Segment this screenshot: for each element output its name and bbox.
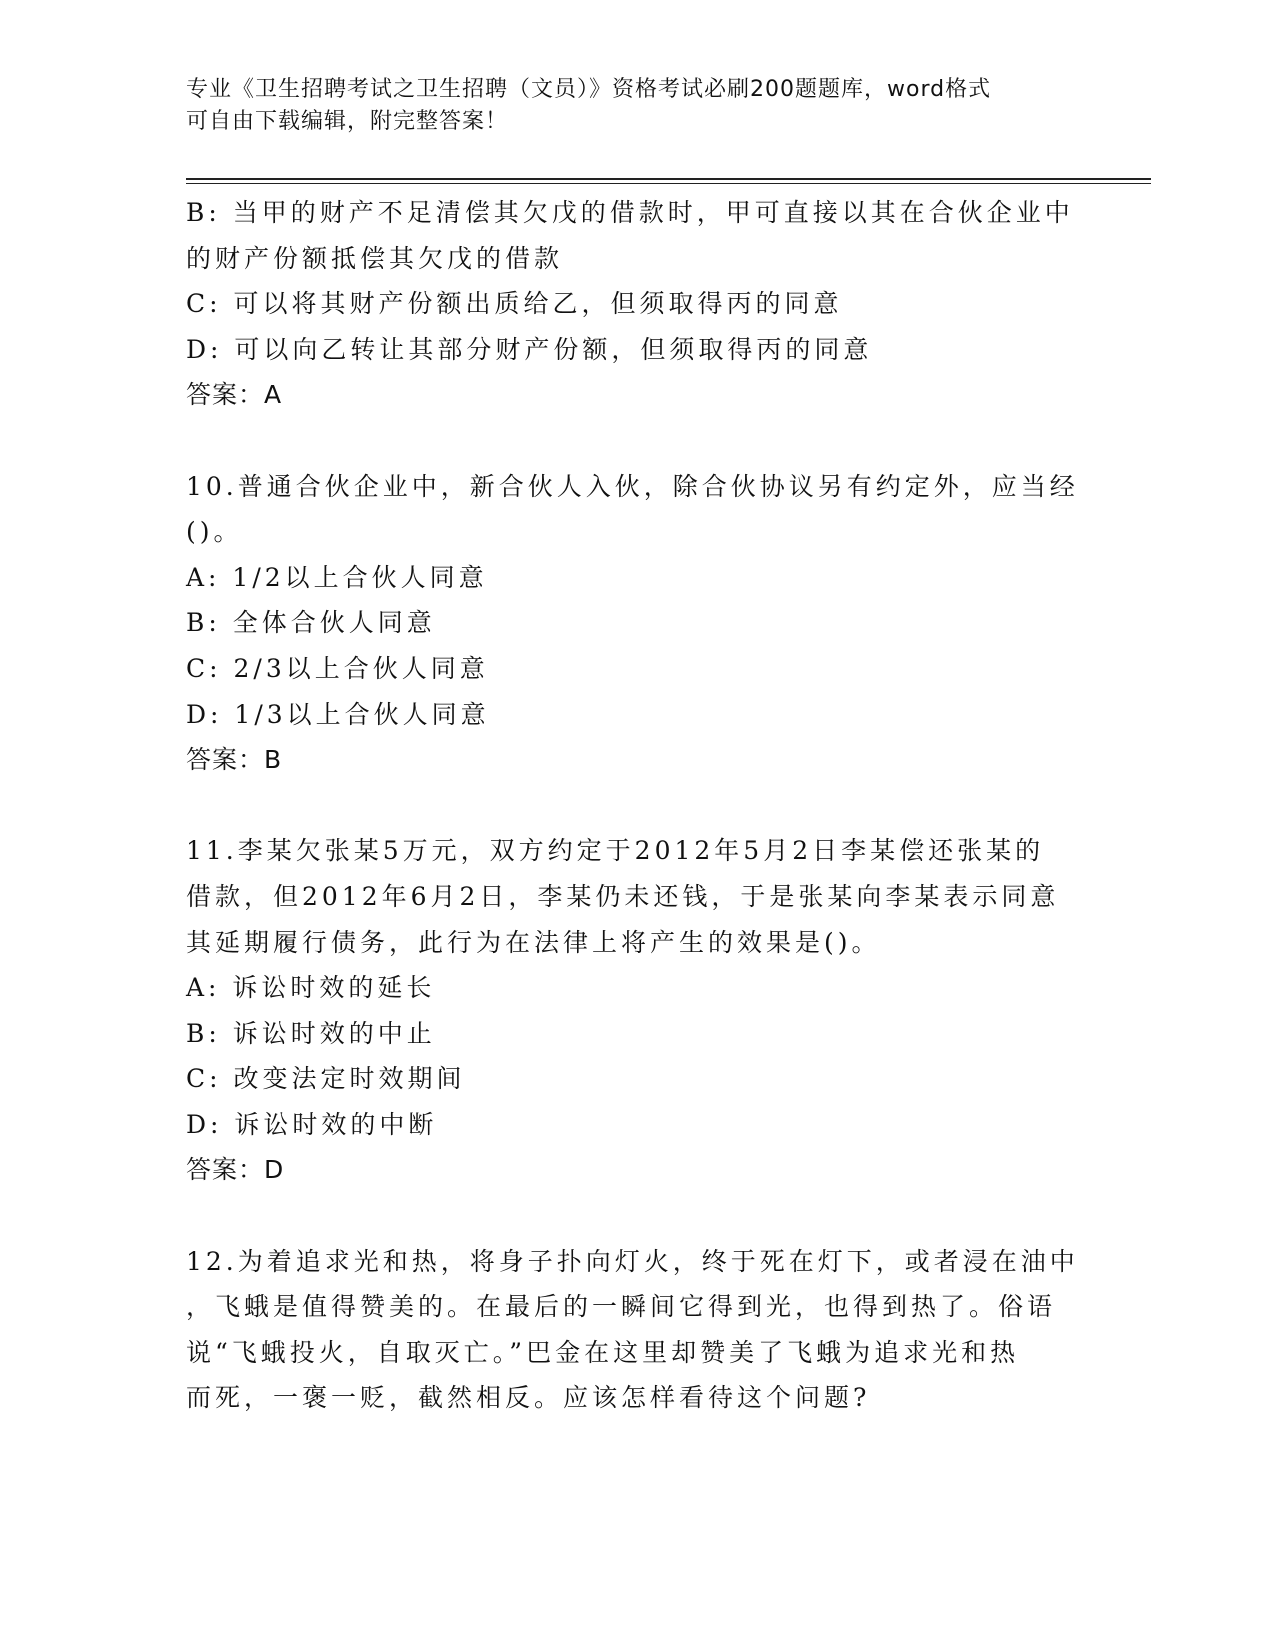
question-10 xyxy=(186,464,1086,783)
spacer xyxy=(186,783,1086,829)
option-d: D: 可以向乙转让其部分财产份额，但须取得丙的同意 xyxy=(186,334,873,364)
option-b: B: 全体合伙人同意 xyxy=(186,608,436,638)
option-a: A: 1/2以上合伙人同意 xyxy=(186,562,488,592)
header-line-2: 可自由下载编辑，附完整答案！ xyxy=(186,109,509,134)
question-12 xyxy=(186,1239,1086,1421)
document-header xyxy=(186,74,1086,138)
question-stem-continued: 说“飞蛾投火，自取灭亡。”巴金在这里却赞美了飞蛾为追求光和热 xyxy=(186,1337,1020,1367)
question-stem-continued: 其延期履行债务，此行为在法律上将产生的效果是()。 xyxy=(186,927,881,957)
answer: 答案：D xyxy=(186,1155,285,1185)
header-line-1: 专业《卫生招聘考试之卫生招聘（文员）》资格考试必刷200题题库，word格式 xyxy=(186,77,992,102)
option-b: B: 诉讼时效的中止 xyxy=(186,1018,436,1048)
spacer xyxy=(186,1193,1086,1239)
question-11 xyxy=(186,828,1086,1193)
option-c: C: 可以将其财产份额出质给乙，但须取得丙的同意 xyxy=(186,289,843,319)
spacer xyxy=(186,418,1086,464)
option-b: B: 当甲的财产不足清偿其欠戊的借款时，甲可直接以其在合伙企业中 xyxy=(186,198,1074,227)
question-stem: 12.为着追求光和热，将身子扑向灯火，终于死在灯下，或者浸在油中 xyxy=(186,1246,1079,1276)
option-c: C: 改变法定时效期间 xyxy=(186,1064,466,1094)
question-stem: 10.普通合伙企业中，新合伙人入伙，除合伙协议另有约定外，应当经 xyxy=(186,471,1079,501)
question-stem: 11.李某欠张某5万元，双方约定于2012年5月2日李某偿还张某的 xyxy=(186,836,1045,866)
question-9-continued xyxy=(186,190,1086,418)
answer: 答案：A xyxy=(186,380,283,410)
document-body xyxy=(186,190,1086,1421)
header-rule-top xyxy=(186,178,1151,180)
header-rule-bottom xyxy=(186,183,1151,184)
option-c: C: 2/3以上合伙人同意 xyxy=(186,653,489,683)
question-stem-continued: 而死，一褒一贬，截然相反。应该怎样看待这个问题? xyxy=(186,1383,871,1413)
option-d: D: 1/3以上合伙人同意 xyxy=(186,699,490,729)
option-b-continued: 的财产份额抵偿其欠戊的借款 xyxy=(186,243,564,273)
answer: 答案：B xyxy=(186,745,283,775)
option-a: A: 诉讼时效的延长 xyxy=(186,973,436,1003)
question-stem-continued: ()。 xyxy=(186,517,243,547)
option-d: D: 诉讼时效的中断 xyxy=(186,1109,438,1139)
question-stem-continued: 借款，但2012年6月2日，李某仍未还钱，于是张某向李某表示同意 xyxy=(186,881,1060,911)
question-stem-continued: ，飞蛾是值得赞美的。在最后的一瞬间它得到光，也得到热了。俗语 xyxy=(186,1292,1057,1322)
